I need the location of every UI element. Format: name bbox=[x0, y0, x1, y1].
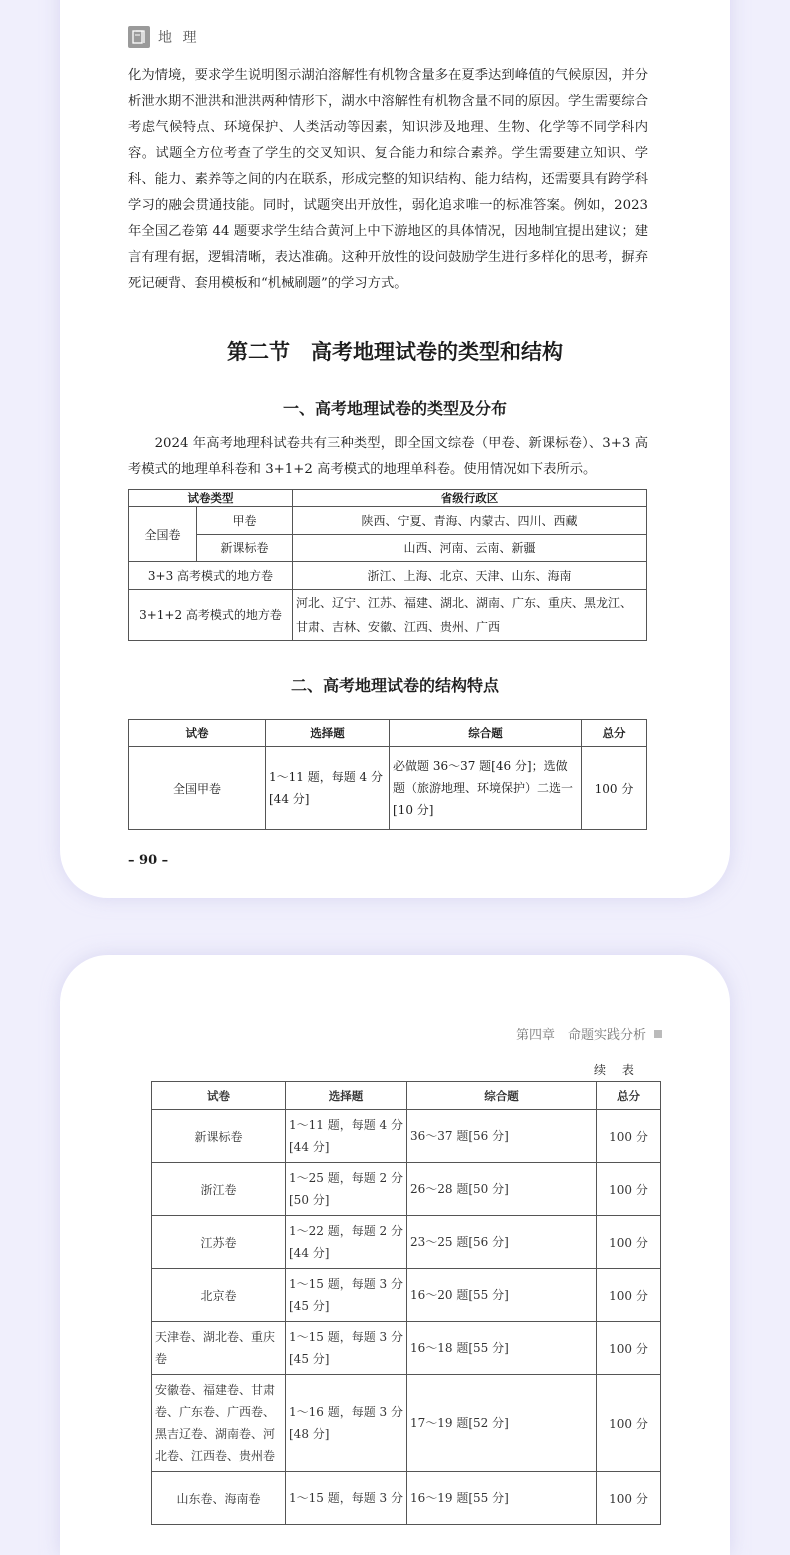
table-header-cell: 总分 bbox=[582, 720, 647, 747]
table-cell: 天津卷、湖北卷、重庆卷 bbox=[152, 1322, 286, 1375]
table-cell: 1～15 题，每题 3 分[45 分] bbox=[286, 1269, 407, 1322]
paragraph-text: 2024 年高考地理科试卷共有三种类型，即全国文综卷（甲卷、新课标卷）、3+3 高考模式的地理单科卷和 3+1+2 高考模式的地理单科卷。使用情况如下表所示。 bbox=[128, 436, 648, 477]
table-header-cell: 综合题 bbox=[390, 720, 582, 747]
table-header-cell: 试卷 bbox=[129, 720, 266, 747]
table-row bbox=[129, 534, 647, 562]
table-header-row bbox=[129, 490, 647, 507]
table-row bbox=[152, 1216, 661, 1269]
table-cell: 100 分 bbox=[597, 1216, 661, 1269]
table-cell: 浙江、上海、北京、天津、山东、海南 bbox=[293, 562, 647, 590]
table-header-cell: 选择题 bbox=[286, 1082, 407, 1110]
table-cell: 100 分 bbox=[597, 1110, 661, 1163]
table-row bbox=[152, 1322, 661, 1375]
book-icon bbox=[128, 26, 150, 48]
continued-label: 续 表 bbox=[594, 1063, 640, 1077]
chapter-label: 第四章 命题实践分析 bbox=[515, 1028, 646, 1043]
table-cell: 100 分 bbox=[597, 1269, 661, 1322]
table-header-cell: 总分 bbox=[597, 1082, 661, 1110]
table-cell: 山西、河南、云南、新疆 bbox=[293, 534, 647, 562]
table-cell: 1～22 题，每题 2 分[44 分] bbox=[286, 1216, 407, 1269]
table-cell: 1～11 题，每题 4 分[44 分] bbox=[266, 747, 390, 830]
subsection-paragraph bbox=[128, 431, 648, 483]
page-number: – 90 – bbox=[128, 853, 169, 868]
table-header-cell: 综合题 bbox=[407, 1082, 597, 1110]
table-row bbox=[129, 589, 647, 640]
table-header-row bbox=[152, 1082, 661, 1110]
table-cell: 100 分 bbox=[597, 1322, 661, 1375]
page-header bbox=[128, 26, 199, 48]
intro-paragraph bbox=[128, 63, 648, 297]
table-cell: 1～11 题，每题 4 分[44 分] bbox=[286, 1110, 407, 1163]
paper-type-table bbox=[128, 489, 647, 641]
table-cell: 1～16 题，每题 3 分[48 分] bbox=[286, 1375, 407, 1472]
table-cell: 甲卷 bbox=[197, 507, 293, 535]
table-cell: 北京卷 bbox=[152, 1269, 286, 1322]
table-cell: 河北、辽宁、江苏、福建、湖北、湖南、广东、重庆、黑龙江、甘肃、吉林、安徽、江西、贵州、广西 bbox=[293, 589, 647, 640]
table-cell: 1～15 题，每题 3 分[45 分] bbox=[286, 1322, 407, 1375]
table-cell: 16～20 题[55 分] bbox=[407, 1269, 597, 1322]
table-row bbox=[152, 1472, 661, 1525]
book-page-90 bbox=[60, 0, 730, 898]
table-cell: 100 分 bbox=[582, 747, 647, 830]
table-cell: 1～25 题，每题 2 分[50 分] bbox=[286, 1163, 407, 1216]
table-cell: 新课标卷 bbox=[152, 1110, 286, 1163]
paper-structure-table bbox=[128, 719, 647, 830]
table-cell: 100 分 bbox=[597, 1472, 661, 1525]
table-cell: 山东卷、海南卷 bbox=[152, 1472, 286, 1525]
table-cell: 必做题 36～37 题[46 分]；选做题（旅游地理、环境保护）二选一[10 分] bbox=[390, 747, 582, 830]
table-cell: 1～15 题，每题 3 分 bbox=[286, 1472, 407, 1525]
table-row bbox=[129, 562, 647, 590]
table-header-cell: 试卷类型 bbox=[129, 490, 293, 507]
table-cell: 16～19 题[55 分] bbox=[407, 1472, 597, 1525]
subject-label: 地 理 bbox=[158, 30, 200, 46]
table-cell: 新课标卷 bbox=[197, 534, 293, 562]
table-cell: 安徽卷、福建卷、甘肃卷、广东卷、广西卷、黑吉辽卷、湖南卷、河北卷、江西卷、贵州卷 bbox=[152, 1375, 286, 1472]
table-cell: 江苏卷 bbox=[152, 1216, 286, 1269]
table-cell: 3+3 高考模式的地方卷 bbox=[129, 562, 293, 590]
table-row bbox=[152, 1110, 661, 1163]
table-cell: 全国卷 bbox=[129, 507, 197, 562]
table-header-cell: 省级行政区 bbox=[293, 490, 647, 507]
book-page-91 bbox=[60, 955, 730, 1555]
table-header-cell: 试卷 bbox=[152, 1082, 286, 1110]
subsection-title-1: 一、高考地理试卷的类型及分布 bbox=[282, 399, 507, 418]
table-cell: 17～19 题[52 分] bbox=[407, 1375, 597, 1472]
table-cell: 浙江卷 bbox=[152, 1163, 286, 1216]
table-row bbox=[129, 747, 647, 830]
table-cell: 26～28 题[50 分] bbox=[407, 1163, 597, 1216]
paper-structure-table-continued bbox=[151, 1081, 661, 1525]
table-cell: 3+1+2 高考模式的地方卷 bbox=[129, 589, 293, 640]
table-cell: 全国甲卷 bbox=[129, 747, 266, 830]
table-cell: 100 分 bbox=[597, 1375, 661, 1472]
table-cell: 16～18 题[55 分] bbox=[407, 1322, 597, 1375]
square-marker-icon bbox=[654, 1030, 662, 1038]
subsection-title-2: 二、高考地理试卷的结构特点 bbox=[290, 676, 499, 695]
table-header-cell: 选择题 bbox=[266, 720, 390, 747]
chapter-header bbox=[516, 1024, 662, 1043]
table-cell: 23～25 题[56 分] bbox=[407, 1216, 597, 1269]
table-cell: 陕西、宁夏、青海、内蒙古、四川、西藏 bbox=[293, 507, 647, 535]
table-row bbox=[129, 507, 647, 535]
table-row bbox=[152, 1269, 661, 1322]
table-cell: 100 分 bbox=[597, 1163, 661, 1216]
table-row bbox=[152, 1163, 661, 1216]
table-cell: 36～37 题[56 分] bbox=[407, 1110, 597, 1163]
table-header-row bbox=[129, 720, 647, 747]
section-title: 第二节 高考地理试卷的类型和结构 bbox=[227, 340, 563, 364]
paragraph-text: 化为情境，要求学生说明图示湖泊溶解性有机物含量多在夏季达到峰值的气候原因，并分析泄水期不泄洪和泄洪两种情形下，湖水中溶解性有机物含量不同的原因。学生需要综合考虑气候特点、环境保护、人类活动等因素，知识涉及地理、生物、化学等不同学科内容。试题全方位考查了学生的交叉知识、复合能力和综合素养。学生需要建立知识、学科、能力、素养等之间的内在联系，形成完整的知识结构、能力结构，还需要具有跨学科学习的融会贯通技能。同时，试题突出开放性，弱化追求唯一的标准答案。例如，2023 年全国乙卷第 44 题要求学生结合黄河上中下游地区的具体情况，因地制宜提出建议；建言有理有据，逻辑清晰，表达准确。这种开放性的设问鼓励学生进行多样化的思考，摒弃死记硬背、套用模板和“机械刷题”的学习方式。 bbox=[128, 68, 648, 291]
table-row bbox=[152, 1375, 661, 1472]
